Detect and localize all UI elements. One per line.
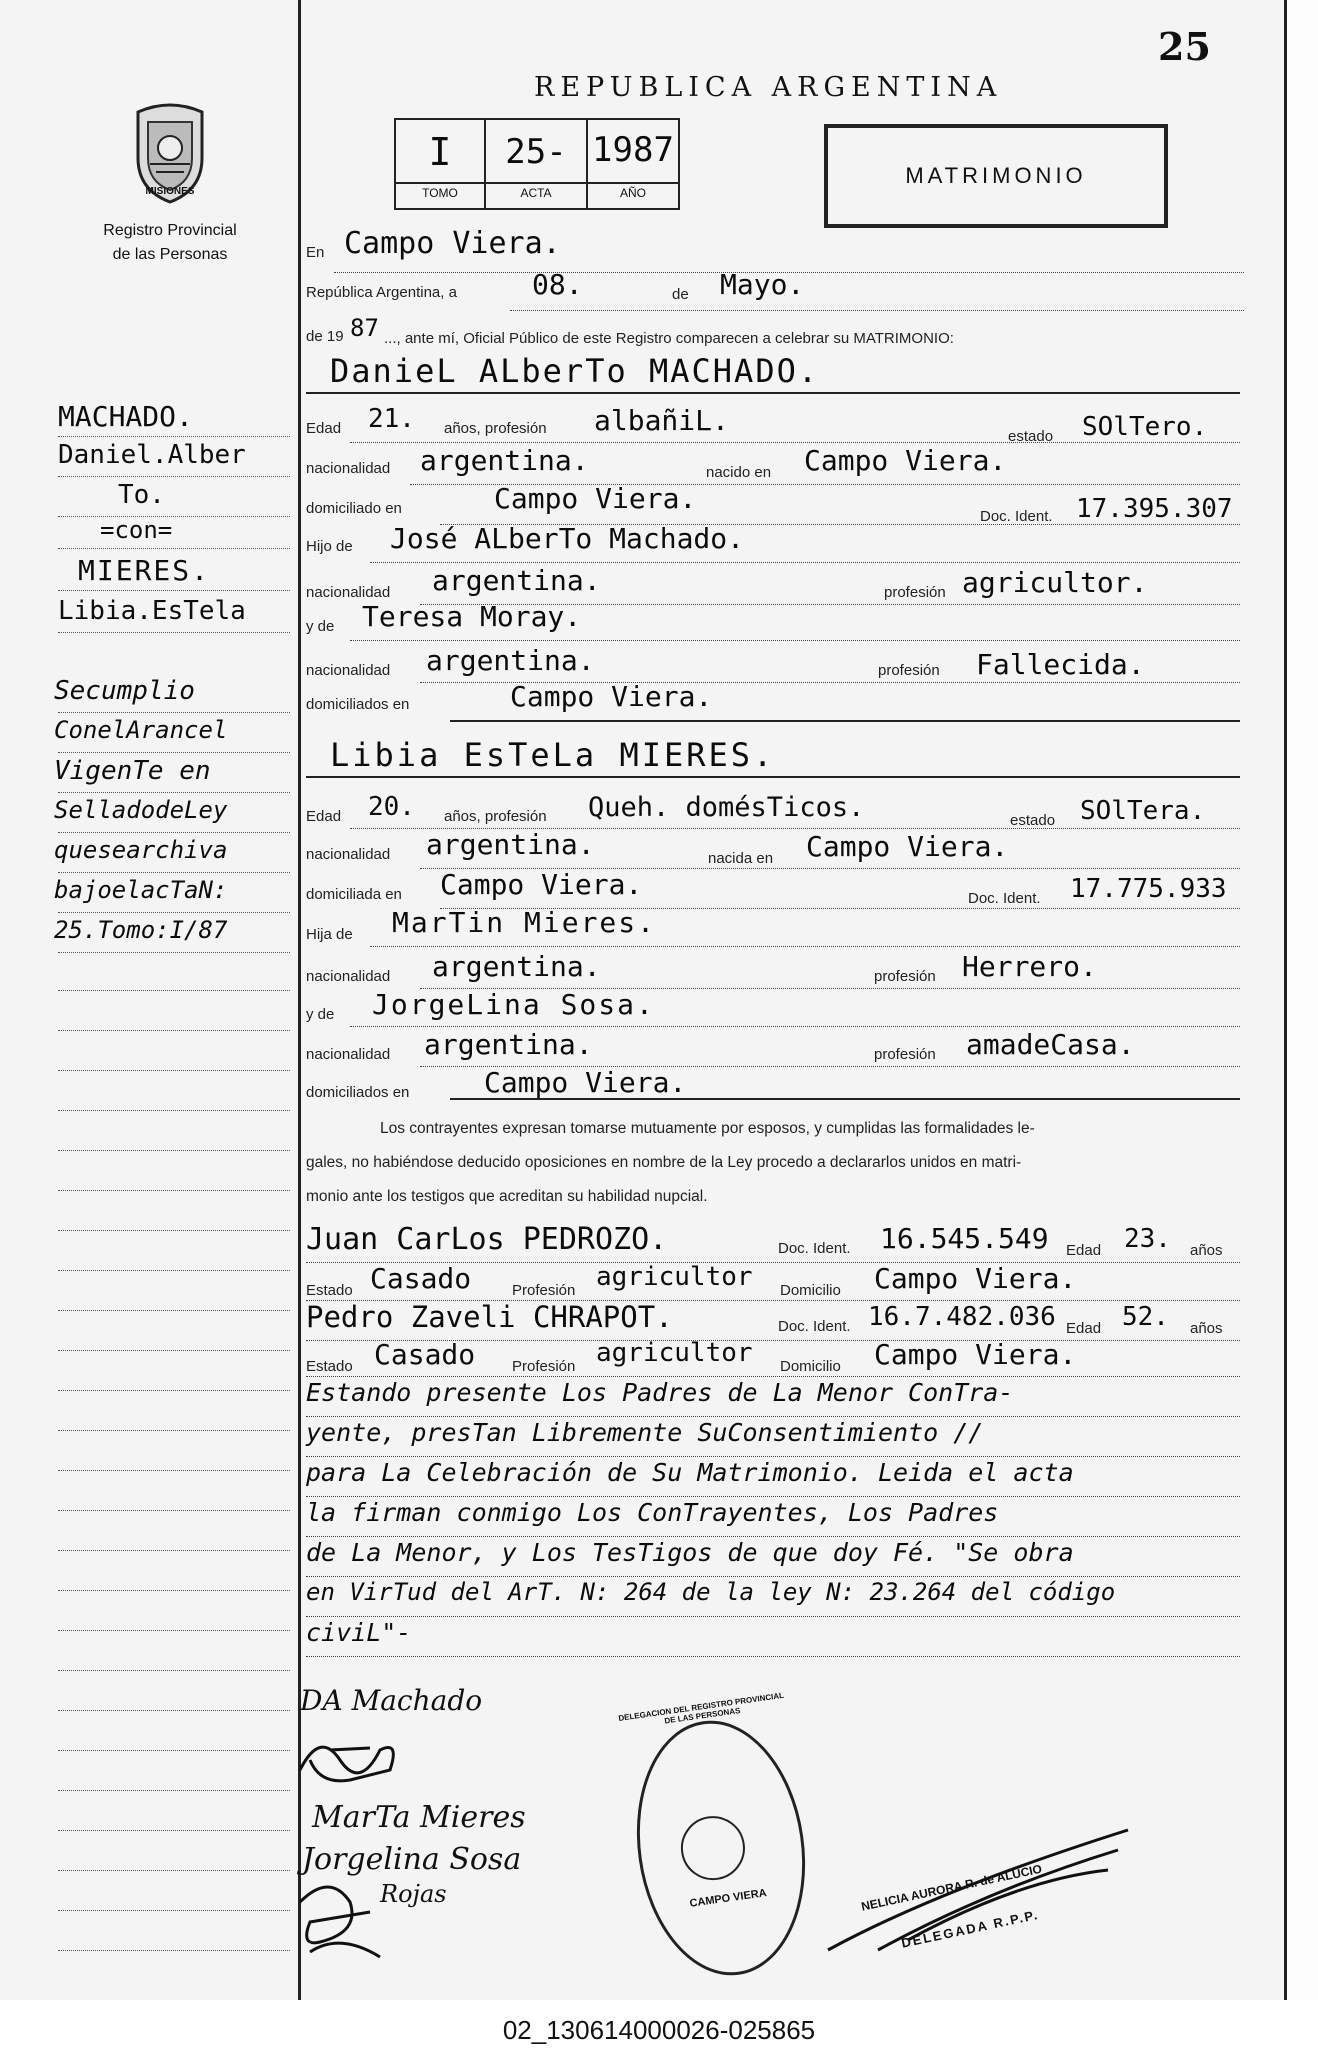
label-de: de: [672, 286, 689, 303]
label-nacionalidad-bride-father: nacionalidad: [306, 968, 391, 985]
bride-nationality: argentina.: [426, 828, 595, 861]
label-doc-bride: Doc. Ident.: [968, 890, 1041, 907]
label-anos-profesion-groom: años, profesión: [444, 420, 547, 437]
label-domiciliado-groom: domiciliado en: [306, 500, 402, 517]
label-domiciliados-bride: domiciliados en: [306, 1084, 410, 1101]
label-nacido-en: nacido en: [706, 464, 772, 481]
label-y-de-bride: y de: [306, 1006, 335, 1023]
intro-month: Mayo.: [720, 268, 805, 301]
witness1-name: Juan CarLos PEDROZO.: [306, 1222, 668, 1257]
formal-text-line2: gales, no habiéndose deducido oposiciones en nombre de la Ley procedo a declararlos unidos en matri-: [306, 1154, 1022, 1171]
delegate-name-stamp: NELICIA AURORA R. de ALUCIO: [860, 1861, 1044, 1914]
intro-day: 08.: [532, 268, 583, 301]
margin-note-line: ConelArancel: [54, 716, 228, 744]
groom-birthplace: Campo Viera.: [804, 444, 1007, 477]
label-comparecen: ..., ante mí, Oficial Público de este Registro comparecen a celebrar su MATRIMONIO:: [384, 330, 954, 347]
label-estado-w2: Estado: [306, 1358, 353, 1375]
bride-birthplace: Campo Viera.: [806, 830, 1009, 863]
act-reference-box: [394, 118, 680, 210]
bride-domicile: Campo Viera.: [440, 868, 643, 901]
groom-parents-domicile: Campo Viera.: [510, 680, 713, 713]
groom-status: SOlTero.: [1082, 412, 1208, 442]
signature-scribble-icon: [290, 1872, 400, 1962]
label-edad-w1: Edad: [1066, 1242, 1102, 1259]
label-nacionalidad-bride-mother: nacionalidad: [306, 1046, 391, 1063]
witness2-profession: agricultor: [596, 1338, 753, 1368]
margin-note-line: Secumplio: [54, 676, 195, 706]
witness1-doc: 16.545.549: [880, 1222, 1049, 1255]
witness2-age: 52.: [1122, 1302, 1169, 1332]
anio-value: 1987: [592, 130, 674, 170]
groom-mother: Teresa Moray.: [362, 600, 582, 633]
note-line: de La Menor, y Los TesTigos de que doy Fé. "Se obra: [306, 1538, 1074, 1567]
acta-value: 25-: [505, 132, 567, 172]
act-type-box: [824, 124, 1168, 228]
scan-identifier-footer: 02_130614000026-025865: [0, 2000, 1318, 2061]
registry-seal: [617, 1690, 821, 1987]
witness1-profession: agricultor: [596, 1262, 753, 1292]
bride-mother: JorgeLina Sosa.: [372, 988, 655, 1021]
note-line: Estando presente Los Padres de La Menor ConTra-: [306, 1378, 1014, 1407]
groom-nationality: argentina.: [420, 444, 589, 477]
margin-note-line: Daniel.Alber: [58, 440, 246, 470]
bride-father-profession: Herrero.: [962, 950, 1097, 983]
signature-groom: DA Machado: [300, 1684, 483, 1717]
intro-year: 87: [350, 314, 379, 342]
signature-bride-father: MarTa Mieres: [312, 1800, 526, 1835]
label-domiciliados-groom: domiciliados en: [306, 696, 410, 713]
signature-witness: Rojas: [380, 1880, 447, 1908]
page-number: 25: [1158, 24, 1211, 69]
groom-name: DanieL ALberTo MACHADO.: [330, 352, 820, 390]
emblem-text: MISIONES: [145, 186, 195, 197]
bride-mother-profession: amadeCasa.: [966, 1028, 1135, 1061]
label-de-19: de 19: [306, 328, 344, 345]
margin-note-line: MIERES.: [78, 554, 211, 587]
witness2-status: Casado: [374, 1338, 476, 1371]
tomo-value: I: [428, 130, 452, 174]
delegate-signature-icon: [818, 1820, 1138, 1960]
bride-profession: Queh. domésTicos.: [588, 792, 865, 823]
bride-mother-nationality: argentina.: [424, 1028, 593, 1061]
label-nacionalidad-groom-father: nacionalidad: [306, 584, 391, 601]
bride-doc: 17.775.933: [1070, 874, 1227, 904]
groom-father-nationality: argentina.: [432, 564, 601, 597]
formal-text-line3: monio ante los testigos que acreditan su habilidad nupcial.: [306, 1188, 708, 1205]
margin-note-line: To.: [118, 480, 165, 510]
label-en: En: [306, 244, 325, 261]
bride-parents-domicile: Campo Viera.: [484, 1066, 687, 1099]
witness1-status: Casado: [370, 1262, 472, 1295]
bride-status: SOlTera.: [1080, 796, 1206, 826]
groom-father: José ALberTo Machado.: [390, 522, 745, 555]
label-nacionalidad-groom: nacionalidad: [306, 460, 391, 477]
anio-label: AÑO: [619, 186, 646, 200]
note-line: para La Celebración de Su Matrimonio. Leida el acta: [306, 1458, 1074, 1487]
label-doc-w2: Doc. Ident.: [778, 1318, 851, 1335]
label-profesion-groom-mother: profesión: [878, 662, 940, 679]
label-estado-bride: estado: [1010, 812, 1056, 829]
bride-father-nationality: argentina.: [432, 950, 601, 983]
margin-note-line: MACHADO.: [58, 400, 193, 433]
witness2-domicile: Campo Viera.: [874, 1338, 1077, 1371]
margin-note-line: quesearchiva: [54, 836, 228, 864]
tomo-label: TOMO: [422, 186, 458, 200]
groom-mother-nationality: argentina.: [426, 644, 595, 677]
registry-name-line2: de las Personas: [112, 246, 228, 263]
label-anos-w1: años: [1190, 1242, 1223, 1259]
label-nacionalidad-bride: nacionalidad: [306, 846, 391, 863]
label-edad-bride: Edad: [306, 808, 342, 825]
formal-text-line1: Los contrayentes expresan tomarse mutuamente por esposos, y cumplidas las formalidades le-: [380, 1120, 1035, 1137]
margin-note-line: Libia.EsTela: [58, 596, 246, 626]
label-profesion-w1: Profesión: [512, 1282, 576, 1299]
margin-note-line: SelladodeLey: [54, 796, 228, 824]
delegate-role-stamp: DELEGADA R.P.P.: [900, 1906, 1041, 1951]
signature-scribble-icon: [290, 1720, 440, 1790]
label-anos-w2: años: [1190, 1320, 1223, 1337]
bride-name: Libia EsTeLa MIERES.: [330, 736, 776, 774]
acta-label: ACTA: [520, 186, 552, 200]
label-nacionalidad-groom-mother: nacionalidad: [306, 662, 391, 679]
seal-emblem-icon: [677, 1812, 749, 1884]
note-line: en VirTud del ArT. N: 264 de la ley N: 23.264 del código: [306, 1578, 1116, 1606]
seal-ring-text: DELEGACION DEL REGISTRO PROVINCIAL DE LAS PERSONAS: [617, 1690, 785, 1726]
label-republica: República Argentina, a: [306, 284, 457, 301]
act-type: MATRIMONIO: [905, 163, 1087, 188]
label-doc-groom: Doc. Ident.: [980, 508, 1053, 525]
note-line: civiL"-: [306, 1618, 412, 1647]
groom-domicile: Campo Viera.: [494, 482, 697, 515]
witness2-doc: 16.7.482.036: [868, 1302, 1056, 1332]
note-line: la firman conmigo Los ConTrayentes, Los Padres: [306, 1498, 999, 1527]
witness1-age: 23.: [1124, 1224, 1171, 1254]
label-y-de-groom: y de: [306, 618, 335, 635]
label-profesion-groom-father: profesión: [884, 584, 946, 601]
note-line: yente, presTan Libremente SuConsentimiento //: [306, 1418, 984, 1447]
label-edad-groom: Edad: [306, 420, 342, 437]
label-edad-w2: Edad: [1066, 1320, 1102, 1337]
margin-note-line: VigenTe en: [54, 756, 211, 786]
label-hijo-de: Hijo de: [306, 538, 353, 555]
margin-note-line: bajoelacTaN:: [54, 876, 228, 904]
label-hija-de: Hija de: [306, 926, 353, 943]
bride-age: 20.: [368, 792, 415, 822]
label-estado-groom: estado: [1008, 428, 1054, 445]
intro-place: Campo Viera.: [344, 226, 561, 261]
label-profesion-bride-mother: profesión: [874, 1046, 936, 1063]
label-nacida-en: nacida en: [708, 850, 774, 867]
country-title: REPUBLICA ARGENTINA: [534, 72, 1003, 103]
label-domiciliada-bride: domiciliada en: [306, 886, 402, 903]
label-estado-w1: Estado: [306, 1282, 353, 1299]
groom-profession: albañiL.: [594, 404, 729, 437]
groom-father-profession: agricultor.: [962, 566, 1148, 599]
registry-name-line1: Registro Provincial: [103, 222, 237, 239]
groom-mother-profession: Fallecida.: [976, 648, 1145, 681]
bride-father: MarTin Mieres.: [392, 906, 657, 939]
label-domicilio-w1: Domicilio: [780, 1282, 841, 1299]
label-doc-w1: Doc. Ident.: [778, 1240, 851, 1257]
signature-bride-mother: Jorgelina Sosa: [302, 1842, 522, 1877]
witness2-name: Pedro Zaveli CHRAPOT.: [306, 1300, 673, 1334]
witness1-domicile: Campo Viera.: [874, 1262, 1077, 1295]
label-domicilio-w2: Domicilio: [780, 1358, 841, 1375]
label-profesion-w2: Profesión: [512, 1358, 576, 1375]
margin-note-line: 25.Tomo:I/87: [54, 916, 228, 944]
groom-doc: 17.395.307: [1076, 494, 1233, 524]
seal-center-text: CAMPO VIERA: [688, 1887, 768, 1910]
label-anos-profesion-bride: años, profesión: [444, 808, 547, 825]
label-profesion-bride-father: profesión: [874, 968, 936, 985]
margin-note-line: =con=: [100, 516, 173, 544]
groom-age: 21.: [368, 404, 415, 434]
